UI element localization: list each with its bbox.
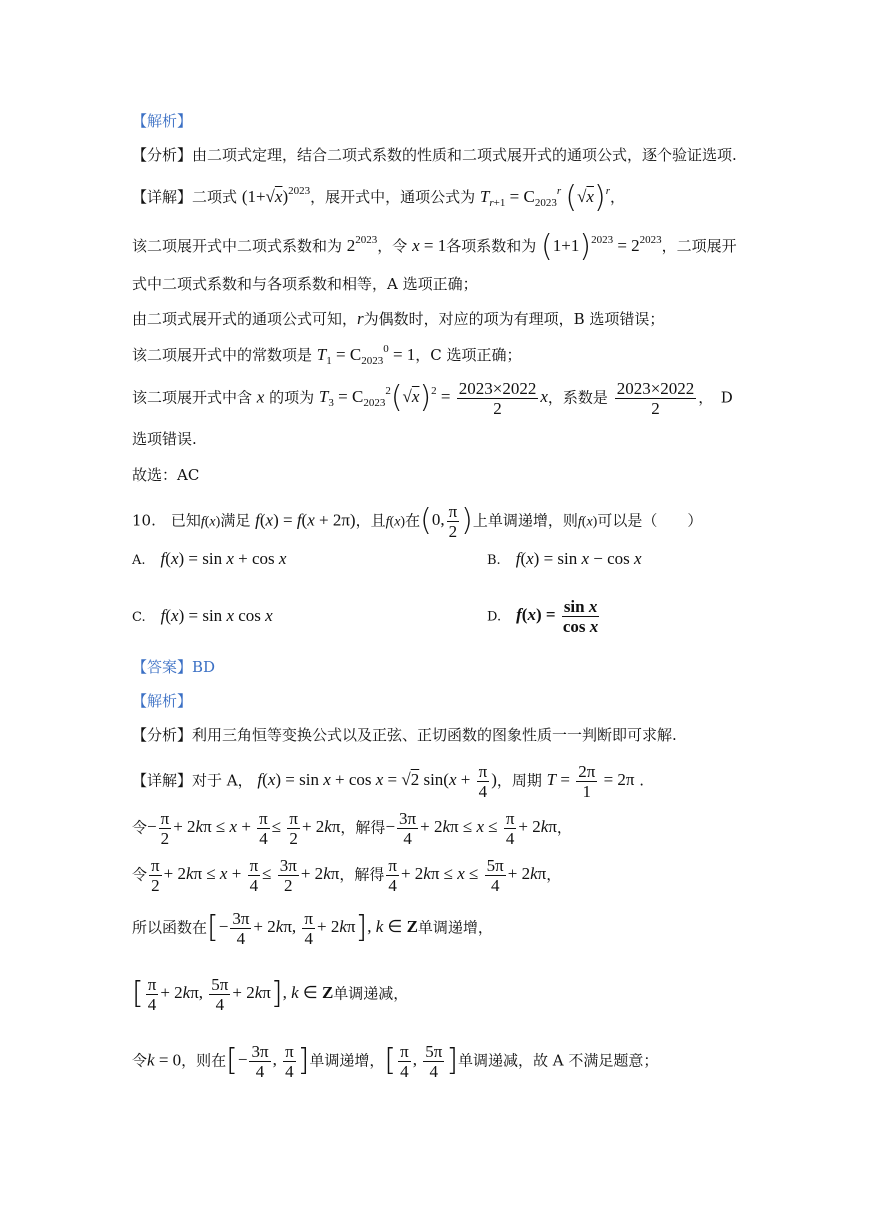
analysis-paragraph-1: 【分析】由二项式定理，结合二项式系数的性质和二项式展开式的通项公式，逐个验证选项.	[132, 146, 737, 164]
detail2-line-1: 【详解】对于 A， f(x) = sin x + cos x = √2 sin(x + $\frac{\pi}{4}$ )，周期 T = $\frac{2\pi}{1}$ = 2π .	[132, 762, 645, 801]
decreasing-interval: [ $\frac{\pi}{4}$ + 2kπ, $\frac{5\pi}{4}$ + 2kπ], k ∈ Z	[132, 975, 334, 1014]
increasing-interval: [− $\frac{3\pi}{4}$ + 2kπ, $\frac{\pi}{4}$ + 2kπ], k ∈ Z	[207, 909, 418, 948]
analysis-paragraph-2: 【分析】利用三角恒等变换公式以及正弦、正切函数的图象性质一一判断即可求解.	[132, 726, 677, 744]
detail-line-5: 该二项展开式中的常数项是 $T_1 = C_{2023}^0 = 1$，C 选项正确；	[132, 343, 522, 367]
detail-line-3: 式中二项式系数和与各项系数和相等，A 选项正确；	[132, 275, 478, 293]
detail-line-4: 由二项式展开式的通项公式可知，r为偶数时，对应的项为有理项，B 选项错误；	[132, 309, 665, 328]
jiexi-heading-2: 【解析】	[132, 692, 193, 710]
final-choice: 故选：AC	[132, 466, 200, 484]
detail2-line-2: 令− $\frac{\pi}{2}$ + 2kπ ≤ x + $\frac{\pi}{4}$ ≤ $\frac{\pi}{2}$ + 2kπ，解得− $\frac{3\pi}{4}$ + 2kπ ≤ x ≤ $\frac{\pi}{4}$ + 2kπ，	[132, 809, 572, 848]
sum-binomial-coef: $2^{2023}$	[346, 233, 378, 255]
option-c: C. f(x) = sin x cos x	[132, 606, 273, 625]
detail-line-1: 【详解】二项式 $(1+√x)^{2023}$，展开式中，通项公式为 $T_{r+1} = C_{2023}^r$ $(√x)^r$，	[132, 180, 625, 215]
detail-line-2: 该二项展开式中二项式系数和为 $2^{2023}$，令 x = 1各项系数和为 $(1+1)^{2023} = 2^{2023}$，二项展开	[132, 229, 737, 264]
constant-term: $T_1 = C_{2023}^0 = 1$	[316, 343, 416, 367]
period-expression: T = $\frac{2\pi}{1}$ = 2π	[546, 762, 635, 801]
detail2-line-4: 所以函数在[− $\frac{3\pi}{4}$ + 2kπ, $\frac{\pi}{4}$ + 2kπ], k ∈ Z单调递增，	[132, 909, 493, 948]
increasing-solution: − $\frac{3\pi}{4}$ + 2kπ ≤ x ≤ $\frac{\pi}{4}$ + 2kπ	[385, 809, 557, 848]
detail-line-6: 该二项展开式中含 x 的项为 $T_3 = C_{2023}^2(√x)^2$ = $\frac{2023\times 2022}{2}$ x，系数是 $\frac{2023\times 2022}{2}$ ， D	[132, 379, 733, 418]
increasing-interval-k0: [− $\frac{3\pi}{4}$ , $\frac{\pi}{4}$ ]	[226, 1042, 310, 1081]
binomial-expression: $(1+√x)^{2023}$	[241, 184, 311, 206]
option-d: D. f(x) = $\frac{\text{sin x}}{\text{cos x}}$	[487, 597, 599, 636]
coefficient-fraction: $\frac{2023\times 2022}{2}$	[616, 379, 695, 418]
x-equals-one: x = 1	[412, 235, 447, 255]
sum-all-coef: $(1+1)^{2023} = 2^{2023}$	[541, 229, 662, 264]
general-term-formula: $T_{r+1} = C_{2023}^r$ $(√x)^r$	[479, 180, 610, 215]
periodic-condition: f(x) = f(x + 2π)	[255, 510, 356, 530]
sum-to-sine: f(x) = sin x + cos x = √2 sin(x + $\frac{\pi}{4}$ )	[257, 762, 497, 801]
increasing-inequality: − $\frac{\pi}{2}$ + 2kπ ≤ x + $\frac{\pi}{4}$ ≤ $\frac{\pi}{2}$ + 2kπ	[147, 809, 341, 848]
decreasing-inequality: $\frac{\pi}{2}$ + 2kπ ≤ x + $\frac{\pi}{4}$ ≤ $\frac{3\pi}{2}$ + 2kπ	[151, 856, 340, 895]
detail2-line-5: [ $\frac{\pi}{4}$ + 2kπ, $\frac{5\pi}{4}$ + 2kπ], k ∈ Z单调递减，	[132, 975, 409, 1014]
detail2-line-3: 令 $\frac{\pi}{2}$ + 2kπ ≤ x + $\frac{\pi}{4}$ ≤ $\frac{3\pi}{2}$ + 2kπ，解得 $\frac{\pi}{4}$ + 2kπ ≤ x ≤ $\frac{5\pi}{4}$ + 2kπ，	[132, 856, 562, 895]
detail-line-7: 选项错误.	[132, 430, 197, 448]
decreasing-interval-k0: [ $\frac{\pi}{4}$ , $\frac{5\pi}{4}$ ]	[384, 1042, 459, 1081]
option-b: B. f(x) = sin x − cos x	[487, 549, 642, 568]
detail2-line-6: 令k = 0，则在[− $\frac{3\pi}{4}$ , $\frac{\pi}{4}$ ]单调递增，[ $\frac{\pi}{4}$ , $\frac{5\pi}{4}$ ]单调递减，故 A 不满足题意；	[132, 1042, 659, 1081]
answer-line: 【答案】BD	[132, 658, 216, 676]
t3-expression: $T_3 = C_{2023}^2(√x)^2$ = $\frac{2023\times 2022}{2}$ x	[318, 379, 548, 418]
detail-label: 【详解】	[132, 187, 193, 206]
interval-0-pi-half: (0, $\frac{\pi}{2}$ )	[420, 502, 473, 541]
jiexi-heading-1: 【解析】	[132, 112, 193, 130]
question-10-stem: 10. 已知f(x)满足 f(x) = f(x + 2π)，且f(x)在(0, $\frac{\pi}{2}$ )上单调递增，则f(x)可以是（ ）	[132, 502, 703, 541]
option-a: A. f(x) = sin x + cos x	[132, 549, 287, 568]
k-equals-zero: k = 0	[147, 1050, 182, 1070]
decreasing-solution: $\frac{\pi}{4}$ + 2kπ ≤ x ≤ $\frac{5\pi}{4}$ + 2kπ	[388, 856, 547, 895]
